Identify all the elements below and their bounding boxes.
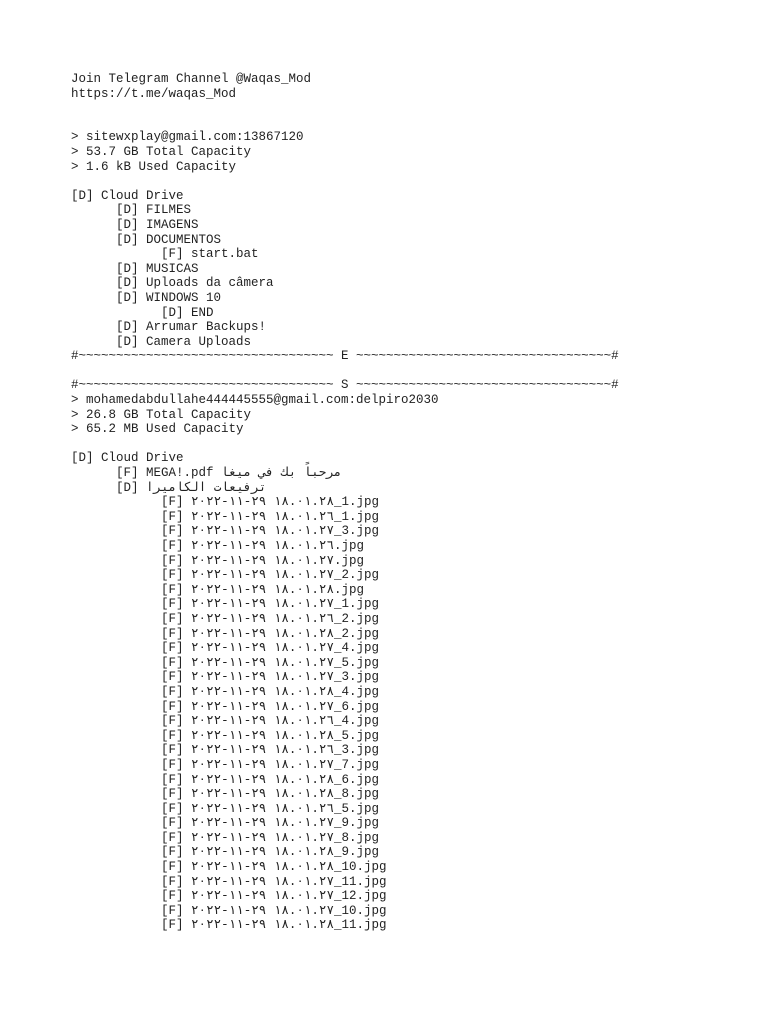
file-row	[71, 568, 619, 583]
file-row	[71, 802, 619, 817]
file-tag: [F]	[161, 509, 184, 524]
file-name: ١٨.٠١.٢٨ ٢٩-١١-٢٠٢٢_8.jpg	[191, 787, 379, 802]
folder-tag: [D]	[116, 261, 139, 276]
file-name: ١٨.٠١.٢٧ ٢٩-١١-٢٠٢٢_5.jpg	[191, 655, 379, 670]
account1-credentials: > sitewxplay@gmail.com:13867120	[71, 130, 304, 145]
folder-tag: [D]	[116, 480, 139, 495]
spacer	[71, 437, 619, 452]
file-row	[71, 685, 619, 700]
file-tag: [F]	[161, 626, 184, 641]
file-row	[71, 466, 619, 481]
file-name: ١٨.٠١.٢٦ ٢٩-١١-٢٠٢٢.jpg	[191, 539, 364, 553]
file-tag: [F]	[161, 772, 184, 787]
folder-name: IMAGENS	[146, 217, 199, 232]
folder-tag: [D]	[116, 203, 139, 218]
account1-used-capacity: > 1.6 kB Used Capacity	[71, 159, 237, 174]
file-row	[71, 743, 619, 758]
file-row	[71, 831, 619, 846]
file-tag: [F]	[161, 714, 184, 729]
file-row	[71, 627, 619, 642]
file-tag: [F]	[161, 699, 184, 714]
file-name: ١٨.٠١.٢٧ ٢٩-١١-٢٠٢٢_10.jpg	[191, 903, 387, 918]
file-name: start.bat	[191, 247, 259, 262]
folder-row	[71, 233, 619, 248]
file-name: ١٨.٠١.٢٧ ٢٩-١١-٢٠٢٢_12.jpg	[191, 889, 387, 904]
file-name: ١٨.٠١.٢٦ ٢٩-١١-٢٠٢٢_5.jpg	[191, 801, 379, 816]
spacer	[71, 116, 619, 131]
file-name: ١٨.٠١.٢٨ ٢٩-١١-٢٠٢٢_1.jpg	[191, 495, 379, 510]
file-row	[71, 247, 619, 262]
file-tag: [F]	[161, 641, 184, 656]
file-tag: [F]	[161, 684, 184, 699]
folder-row	[71, 203, 619, 218]
file-name: ١٨.٠١.٢٨ ٢٩-١١-٢٠٢٢_9.jpg	[191, 845, 379, 860]
folder-tag: [D]	[116, 290, 139, 305]
folder-tag: [D]	[116, 232, 139, 247]
file-name: ١٨.٠١.٢٧ ٢٩-١١-٢٠٢٢_2.jpg	[191, 568, 379, 583]
spacer	[71, 364, 619, 379]
file-tag: [F]	[161, 743, 184, 758]
folder-name: ترفيعات الكاميرا	[146, 480, 267, 495]
file-tag: [F]	[161, 787, 184, 802]
file-name: ١٨.٠١.٢٧ ٢٩-١١-٢٠٢٢_4.jpg	[191, 641, 379, 656]
folder-tag: [D]	[161, 305, 184, 320]
account1-file-tree	[71, 203, 619, 349]
start-separator: #~~~~~~~~~~~~~~~~~~~~~~~~~~~~~~~~~~ S ~~~~~~~~~~~~~~~~~~~~~~~~~~~~~~~~~~#	[71, 378, 619, 393]
folder-tag: [D]	[116, 320, 139, 335]
file-row	[71, 714, 619, 729]
file-tag: [F]	[161, 757, 184, 772]
file-name: ١٨.٠١.٢٨ ٢٩-١١-٢٠٢٢_4.jpg	[191, 684, 379, 699]
account1-total-capacity: > 53.7 GB Total Capacity	[71, 144, 252, 159]
file-row	[71, 656, 619, 671]
folder-row	[71, 306, 619, 321]
file-row	[71, 670, 619, 685]
folder-row	[71, 218, 619, 233]
file-row	[71, 729, 619, 744]
folder-name: Camera Uploads	[146, 334, 252, 349]
file-name: ١٨.٠١.٢٨ ٢٩-١١-٢٠٢٢_5.jpg	[191, 728, 379, 743]
folder-row	[71, 335, 619, 350]
file-name: ١٨.٠١.٢٨ ٢٩-١١-٢٠٢٢_6.jpg	[191, 772, 379, 787]
telegram-link[interactable]: https://t.me/waqas_Mod	[71, 86, 237, 101]
file-row	[71, 758, 619, 773]
file-name: ١٨.٠١.٢٦ ٢٩-١١-٢٠٢٢_2.jpg	[191, 611, 379, 626]
file-tag: [F]	[116, 466, 139, 481]
file-tag: [F]	[161, 845, 184, 860]
account2-file-tree	[71, 466, 619, 933]
spacer	[71, 101, 619, 116]
file-row	[71, 889, 619, 904]
folder-row	[71, 276, 619, 291]
file-tag: [F]	[161, 728, 184, 743]
file-row	[71, 816, 619, 831]
file-tag: [F]	[161, 524, 184, 539]
folder-name: Arrumar Backups!	[146, 320, 267, 335]
folder-row	[71, 291, 619, 306]
file-tag: [F]	[161, 495, 184, 510]
folder-tag: [D]	[116, 334, 139, 349]
file-name: ١٨.٠١.٢٧ ٢٩-١١-٢٠٢٢_3.jpg	[191, 524, 379, 539]
file-row	[71, 845, 619, 860]
file-row	[71, 875, 619, 890]
telegram-line: Join Telegram Channel @Waqas_Mod	[71, 72, 312, 86]
folder-name: WINDOWS 10	[146, 290, 222, 305]
file-tag: [F]	[161, 918, 184, 933]
file-row	[71, 495, 619, 510]
folder-name: DOCUMENTOS	[146, 232, 222, 247]
file-name: ١٨.٠١.٢٨ ٢٩-١١-٢٠٢٢.jpg	[191, 582, 364, 597]
file-name: ١٨.٠١.٢٧ ٢٩-١١-٢٠٢٢.jpg	[191, 553, 364, 568]
file-tag: [F]	[161, 903, 184, 918]
file-row	[71, 554, 619, 569]
file-tag: [F]	[161, 539, 184, 553]
file-tag: [F]	[161, 860, 184, 875]
folder-name: FILMES	[146, 203, 192, 218]
account2-used-capacity: > 65.2 MB Used Capacity	[71, 422, 244, 437]
folder-tag: [D]	[116, 217, 139, 232]
account2-total-capacity: > 26.8 GB Total Capacity	[71, 407, 252, 422]
file-tag: [F]	[161, 611, 184, 626]
folder-row	[71, 320, 619, 335]
end-separator: #~~~~~~~~~~~~~~~~~~~~~~~~~~~~~~~~~~ E ~~~~~~~~~~~~~~~~~~~~~~~~~~~~~~~~~~#	[71, 349, 619, 364]
file-tag: [F]	[161, 816, 184, 831]
file-row	[71, 700, 619, 715]
file-tag: [F]	[161, 568, 184, 583]
file-row	[71, 918, 619, 933]
file-row	[71, 510, 619, 525]
file-tag: [F]	[161, 582, 184, 597]
file-row	[71, 539, 619, 554]
file-name: ١٨.٠١.٢٧ ٢٩-١١-٢٠٢٢_6.jpg	[191, 699, 379, 714]
file-name: ١٨.٠١.٢٨ ٢٩-١١-٢٠٢٢_2.jpg	[191, 626, 379, 641]
file-row	[71, 860, 619, 875]
file-name: ١٨.٠١.٢٧ ٢٩-١١-٢٠٢٢_7.jpg	[191, 757, 379, 772]
file-row	[71, 773, 619, 788]
account2-credentials: > mohamedabdullahe444445555@gmail.com:delpiro2030	[71, 393, 439, 408]
file-name: ١٨.٠١.٢٧ ٢٩-١١-٢٠٢٢_1.jpg	[191, 597, 379, 612]
file-row	[71, 641, 619, 656]
file-row	[71, 787, 619, 802]
folder-row	[71, 262, 619, 277]
document-text	[71, 72, 619, 933]
file-tag: [F]	[161, 597, 184, 612]
file-name: ١٨.٠١.٢٦ ٢٩-١١-٢٠٢٢_1.jpg	[191, 509, 379, 524]
file-row	[71, 524, 619, 539]
file-row	[71, 612, 619, 627]
file-name: ١٨.٠١.٢٧ ٢٩-١١-٢٠٢٢_9.jpg	[191, 816, 379, 831]
account2-root: [D] Cloud Drive	[71, 451, 184, 466]
file-name: مرحباً بك في ميغا MEGA!.pdf	[146, 466, 342, 481]
file-tag: [F]	[161, 247, 184, 262]
file-tag: [F]	[161, 553, 184, 568]
file-row	[71, 904, 619, 919]
file-tag: [F]	[161, 801, 184, 816]
file-tag: [F]	[161, 655, 184, 670]
folder-tag: [D]	[116, 276, 139, 291]
file-tag: [F]	[161, 830, 184, 845]
file-tag: [F]	[161, 874, 184, 889]
folder-name: MUSICAS	[146, 261, 199, 276]
folder-row	[71, 481, 619, 496]
folder-name: END	[191, 305, 214, 320]
file-name: ١٨.٠١.٢٨ ٢٩-١١-٢٠٢٢_10.jpg	[191, 860, 387, 875]
file-name: ١٨.٠١.٢٦ ٢٩-١١-٢٠٢٢_4.jpg	[191, 714, 379, 729]
file-name: ١٨.٠١.٢٧ ٢٩-١١-٢٠٢٢_3.jpg	[191, 670, 379, 685]
file-row	[71, 583, 619, 598]
file-name: ١٨.٠١.٢٧ ٢٩-١١-٢٠٢٢_8.jpg	[191, 830, 379, 845]
file-name: ١٨.٠١.٢٨ ٢٩-١١-٢٠٢٢_11.jpg	[191, 918, 387, 933]
file-name: ١٨.٠١.٢٧ ٢٩-١١-٢٠٢٢_11.jpg	[191, 874, 387, 889]
account1-root: [D] Cloud Drive	[71, 188, 184, 203]
file-row	[71, 597, 619, 612]
folder-name: Uploads da câmera	[146, 276, 274, 291]
file-tag: [F]	[161, 670, 184, 685]
file-name: ١٨.٠١.٢٦ ٢٩-١١-٢٠٢٢_3.jpg	[191, 743, 379, 758]
file-tag: [F]	[161, 889, 184, 904]
spacer	[71, 174, 619, 189]
